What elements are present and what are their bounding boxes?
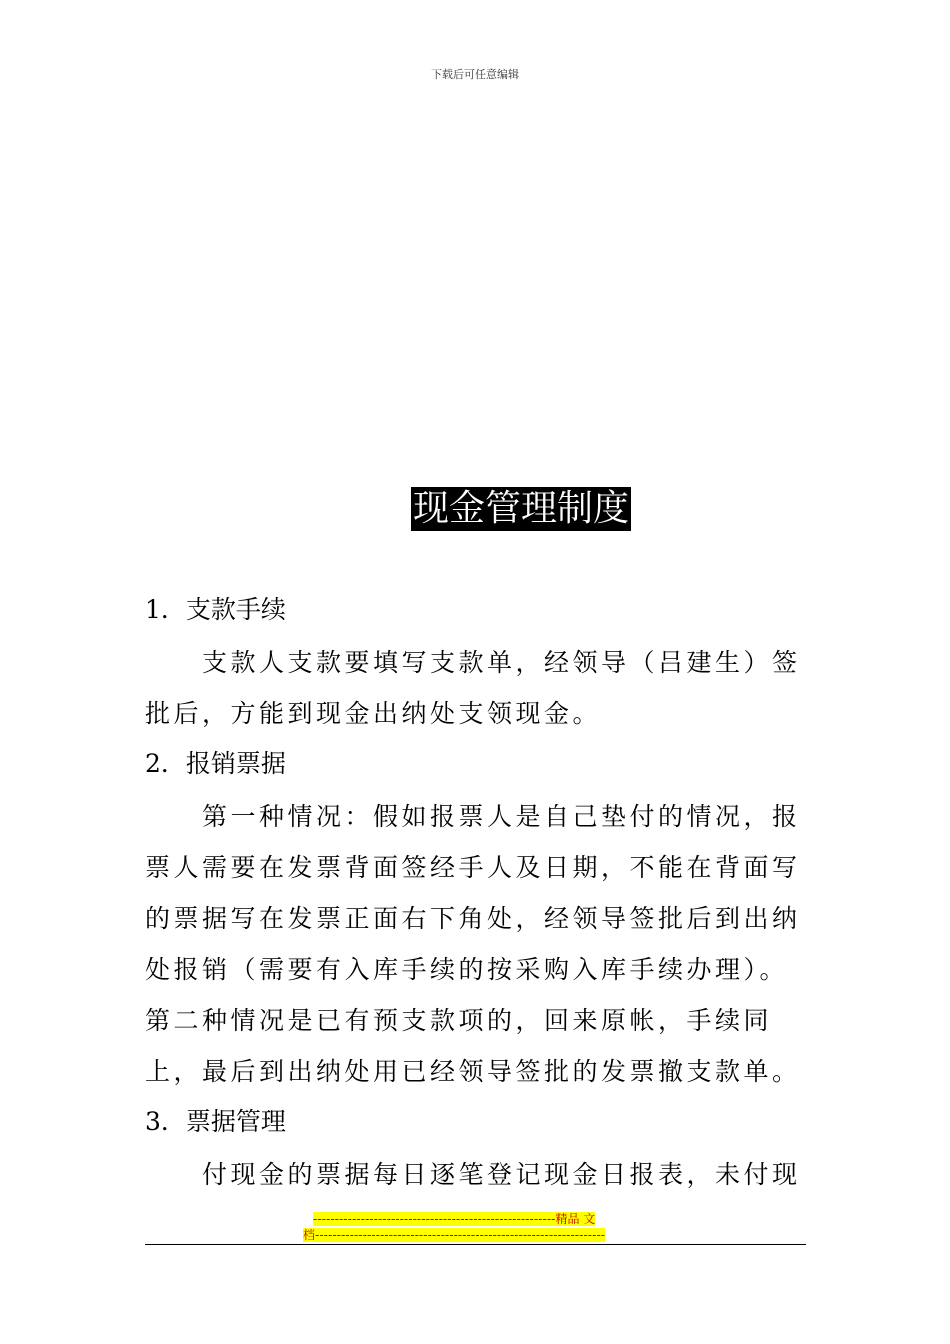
document-body: [145, 588, 815, 1200]
paragraph: 支款人支款要填写支款单，经领导（吕建生）签批后，方能到现金出纳处支领现金。: [145, 648, 801, 728]
paragraph: 第一种情况：假如报票人是自己垫付的情况，报票人需要在发票背面签经手人及日期，不能在背面写的票据写在发票正面右下角处，经领导签批后到出纳处报销（需要有入库手续的按采购入库手续办理）。: [145, 802, 801, 984]
section-number: 1．: [145, 595, 186, 624]
footer-line-2: 档-------------------------------------------------------------------: [303, 1228, 606, 1242]
section-heading-2: [145, 742, 815, 785]
section-title: 报销票据: [185, 749, 286, 778]
section-title: 支款手续: [185, 595, 286, 624]
paragraph: 第二种情况是已有预支款项的，回来原帐，手续同上，最后到出纳处用已经领导签批的发票撤支款单。: [145, 1006, 801, 1086]
header-note: 下载后可任意编辑: [431, 68, 519, 81]
section-heading-3: [145, 1100, 815, 1143]
paragraph: 付现金的票据每日逐笔登记现金日报表，未付现: [202, 1160, 801, 1189]
section-number: 2．: [145, 749, 186, 778]
section-number: 3．: [145, 1107, 186, 1136]
footer-line-1: --------------------------------------------------------精品 文: [313, 1212, 596, 1226]
section-title: 票据管理: [185, 1107, 286, 1136]
section-heading-1: [145, 588, 815, 631]
footer-watermark: [303, 1211, 648, 1243]
footer-rule: [145, 1244, 806, 1245]
document-title: 现金管理制度: [413, 488, 630, 529]
